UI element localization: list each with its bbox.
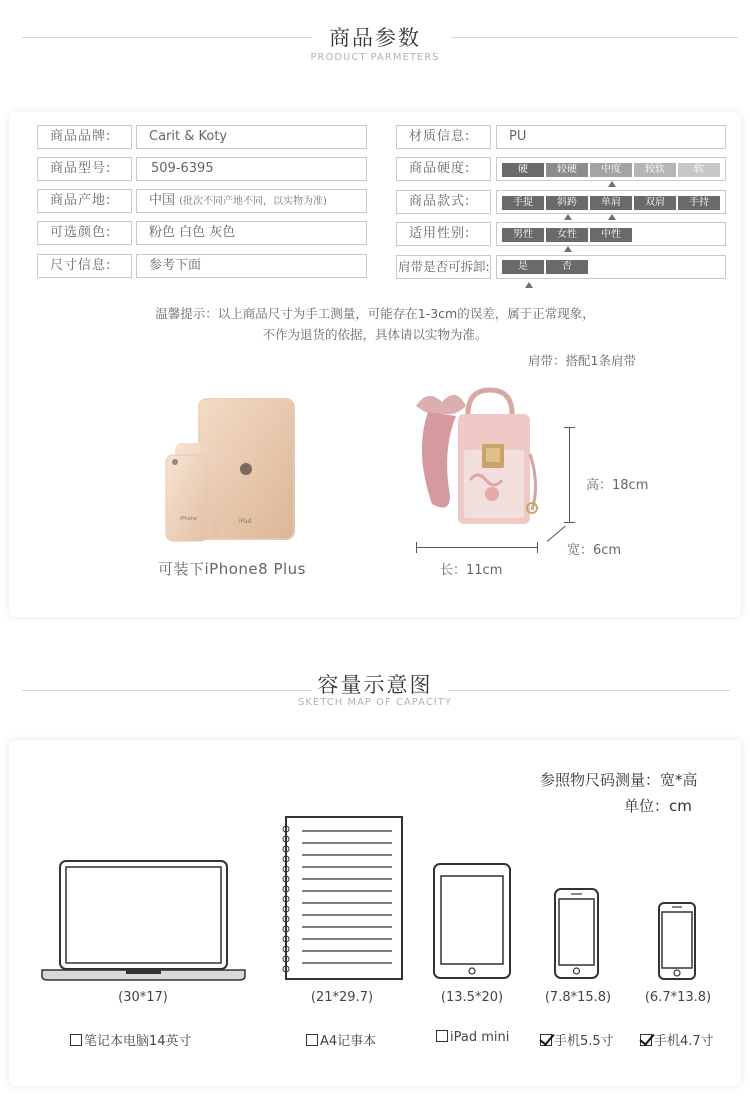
phone-large-illustration xyxy=(553,887,600,980)
phone-small-checkbox-checked xyxy=(640,1034,652,1046)
origin-note: (批次不同产地不同，以实物为准) xyxy=(179,196,327,207)
param-value-colors: 粉色 白色 灰色 xyxy=(136,221,367,245)
strap-option: 否 xyxy=(546,260,588,274)
measure-note: 参照物尺码测量：宽*高 xyxy=(540,771,698,789)
laptop-checkbox xyxy=(70,1034,82,1046)
notebook-illustration xyxy=(280,815,404,981)
gender-option: 男性 xyxy=(502,228,544,242)
height-dimension-line xyxy=(569,427,570,523)
style-option: 双肩 xyxy=(634,196,676,210)
tablet-size: (13.5*20) xyxy=(440,990,504,1005)
ipad-iphone-illustration xyxy=(163,395,298,545)
gender-pointer xyxy=(564,246,572,252)
style-option-selected: 单肩 xyxy=(590,196,632,210)
style-option: 手持 xyxy=(678,196,720,210)
param-value-origin xyxy=(136,189,367,213)
notebook-fit-option xyxy=(306,1030,406,1049)
notebook-checkbox xyxy=(306,1034,318,1046)
style-pointer xyxy=(608,214,616,220)
length-dimension-label: 长：11cm xyxy=(440,563,503,578)
param-label-hardness: 商品硬度: xyxy=(396,157,491,181)
phone-large-fit-option xyxy=(540,1030,640,1049)
svg-text:iPhone: iPhone xyxy=(180,516,197,522)
phone-small-size: (6.7*13.8) xyxy=(644,990,712,1005)
style-scale xyxy=(502,196,720,210)
tip-line-2: 不作为退货的依据，具体请以实物为准。 xyxy=(262,327,488,342)
tablet-label: iPad mini xyxy=(450,1030,510,1045)
bag-icon xyxy=(408,384,543,534)
phone-small-icon xyxy=(657,901,697,981)
origin-value: 中国 xyxy=(149,193,176,208)
laptop-illustration xyxy=(40,858,247,982)
phone-large-checkbox-checked xyxy=(540,1034,552,1046)
hardness-scale xyxy=(502,163,720,177)
params-section-subtitle: PRODUCT PARMETERS xyxy=(310,52,440,63)
param-label-gender: 适用性别: xyxy=(396,222,491,246)
length-dimension-line xyxy=(416,547,538,548)
ipad-iphone-icon xyxy=(163,395,298,545)
notebook-label: A4记事本 xyxy=(320,1034,377,1049)
style-pointer xyxy=(564,214,572,220)
phone-small-fit-option xyxy=(640,1030,740,1049)
phone-large-size: (7.8*15.8) xyxy=(544,990,612,1005)
param-value-brand: Carit & Koty xyxy=(136,125,367,149)
param-label-strap: 肩带是否可拆卸: xyxy=(396,255,491,279)
strap-note: 肩带：搭配1条肩带 xyxy=(528,353,636,368)
bag-illustration xyxy=(408,384,543,534)
height-dimension-cap xyxy=(564,522,575,523)
style-option: 手提 xyxy=(502,196,544,210)
tablet-fit-option xyxy=(436,1030,536,1045)
notebook-size: (21*29.7) xyxy=(310,990,374,1005)
strap-scale xyxy=(502,260,588,274)
height-dimension-label: 高：18cm xyxy=(586,478,649,493)
tablet-illustration xyxy=(432,862,512,980)
param-label-size: 尺寸信息: xyxy=(37,254,132,278)
capacity-section-subtitle: SKETCH MAP OF CAPACITY xyxy=(298,697,452,708)
laptop-size: (30*17) xyxy=(118,990,168,1005)
laptop-label: 笔记本电脑14英寸 xyxy=(84,1034,192,1049)
hardness-option: 硬 xyxy=(502,163,544,177)
phone-small-illustration xyxy=(657,901,697,981)
length-dimension-cap xyxy=(416,542,417,553)
phone-small-label: 手机4.7寸 xyxy=(654,1034,714,1049)
param-label-material: 材质信息: xyxy=(396,125,491,149)
width-dimension-label: 宽：6cm xyxy=(567,543,622,558)
phone-large-label: 手机5.5寸 xyxy=(554,1034,614,1049)
hardness-option: 较硬 xyxy=(546,163,588,177)
tablet-icon xyxy=(432,862,512,980)
hardness-option: 较软 xyxy=(634,163,676,177)
height-dimension-cap xyxy=(564,427,575,428)
capacity-section-title: 容量示意图 xyxy=(317,673,433,697)
param-value-model: 509-6395 xyxy=(136,157,367,181)
svg-text:iPad: iPad xyxy=(239,518,252,525)
tablet-checkbox xyxy=(436,1030,448,1042)
notebook-icon xyxy=(280,815,404,981)
tip-line-1: 温馨提示：以上商品尺寸为手工测量，可能存在1-3cm的误差，属于正常现象， xyxy=(155,306,595,321)
hardness-option-selected: 中度 xyxy=(590,163,632,177)
phone-large-icon xyxy=(553,887,600,980)
gender-scale xyxy=(502,228,632,242)
param-value-material: PU xyxy=(496,125,726,149)
param-label-brand: 商品品牌: xyxy=(37,125,132,149)
param-value-size: 参考下面 xyxy=(136,254,367,278)
laptop-fit-option xyxy=(70,1030,230,1049)
param-label-origin: 商品产地: xyxy=(37,189,132,213)
hardness-pointer xyxy=(608,181,616,187)
fits-caption: 可装下iPhone8 Plus xyxy=(158,560,306,578)
hardness-option: 软 xyxy=(678,163,720,177)
length-dimension-cap xyxy=(537,542,538,553)
param-label-model: 商品型号: xyxy=(37,157,132,181)
gender-option-selected: 女性 xyxy=(546,228,588,242)
params-section-title: 商品参数 xyxy=(329,26,421,50)
strap-pointer xyxy=(525,282,533,288)
gender-option: 中性 xyxy=(590,228,632,242)
style-option-selected: 斜跨 xyxy=(546,196,588,210)
unit-note: 单位：cm xyxy=(624,797,692,815)
param-label-style: 商品款式: xyxy=(396,190,491,214)
param-label-colors: 可选颜色: xyxy=(37,221,132,245)
strap-option-selected: 是 xyxy=(502,260,544,274)
laptop-icon xyxy=(40,858,247,982)
